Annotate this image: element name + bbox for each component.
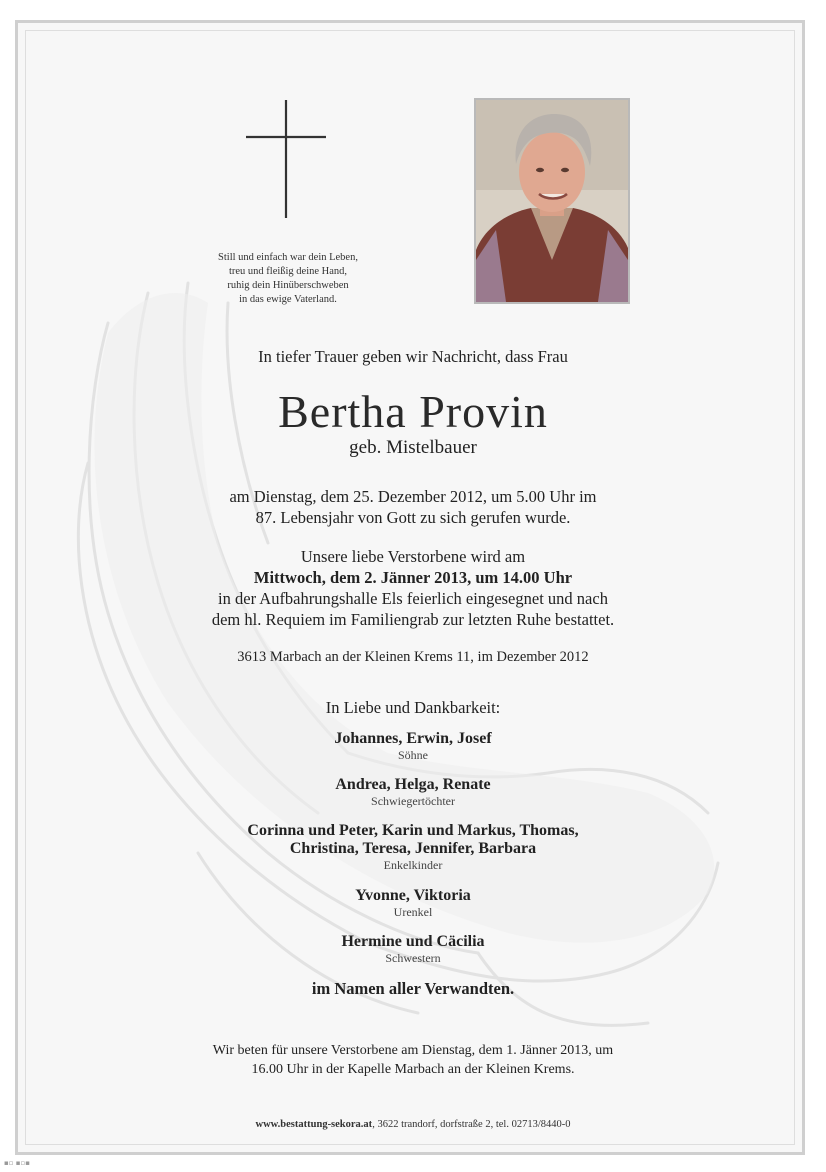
prayer-notice [18,1041,808,1079]
death-line: am Dienstag, dem 25. Dezember 2012, um 5.00 Uhr im [229,487,597,506]
portrait-photo [474,98,630,304]
scan-mark: ▪▫ ▪▫▪ [4,1159,30,1167]
burial-announcement [18,546,808,630]
family-names: Christina, Teresa, Jennifer, Barbara [289,840,537,857]
closing-line: im Namen aller Verwandten. [311,979,515,998]
footer-website-link[interactable]: www.bestattung-sekora.at [255,1119,373,1130]
burial-line: in der Aufbahrungshalle Els feierlich eingesegnet und nach [218,589,608,608]
family-group [18,822,808,873]
prayer-line: 16.00 Uhr in der Kapelle Marbach an der Kleinen Krems. [251,1062,575,1077]
death-announcement [18,486,808,528]
burial-line: dem hl. Requiem im Familiengrab zur letzten Ruhe bestattet. [211,610,615,629]
obituary-card [15,20,805,1155]
burial-line: Unsere liebe Verstorbene wird am [300,547,526,566]
family-role: Söhne [398,748,428,762]
motto-line: ruhig dein Hinüberschweben [227,280,349,291]
portrait-image [476,100,628,302]
intro-text: In tiefer Trauer geben wir Nachricht, dass Frau [258,347,568,366]
family-names: Johannes, Erwin, Josef [334,730,492,747]
family-role: Enkelkinder [383,858,443,872]
cross-icon [246,100,326,220]
family-group [18,887,808,920]
death-line: 87. Lebensjahr von Gott zu sich gerufen wurde. [255,508,571,527]
motto-line: in das ewige Vaterland. [239,294,337,305]
birth-name: geb. Mistelbauer [349,437,477,458]
footer-address: , 3622 trandorf, dorfstraße 2, tel. 02713/8440-0 [372,1119,571,1130]
family-names: Corinna und Peter, Karin und Markus, Thomas, [247,822,579,839]
family-names: Hermine und Cäcilia [341,933,485,950]
family-group [18,933,808,966]
prayer-line: Wir beten für unsere Verstorbene am Dienstag, dem 1. Jänner 2013, um [212,1043,614,1058]
family-group [18,776,808,809]
burial-date: Mittwoch, dem 2. Jänner 2013, um 14.00 Uhr [253,568,573,587]
deceased-name: Bertha Provin [278,386,548,437]
family-role: Schwestern [385,951,441,965]
motto-line: Still und einfach war dein Leben, [218,252,358,263]
family-group [18,730,808,763]
family-names: Andrea, Helga, Renate [335,776,491,793]
family-role: Schwiegertöchter [371,794,455,808]
motto-line: treu und fleißig deine Hand, [228,266,348,277]
motto-verse [198,251,378,307]
place-and-date: 3613 Marbach an der Kleinen Krems 11, im Dezember 2012 [237,649,589,665]
thanks-heading: In Liebe und Dankbarkeit: [325,698,501,717]
family-names: Yvonne, Viktoria [355,887,471,904]
funeral-home-footer [18,1119,808,1130]
family-role: Urenkel [393,905,433,919]
praying-hands-illustration [48,253,738,1043]
